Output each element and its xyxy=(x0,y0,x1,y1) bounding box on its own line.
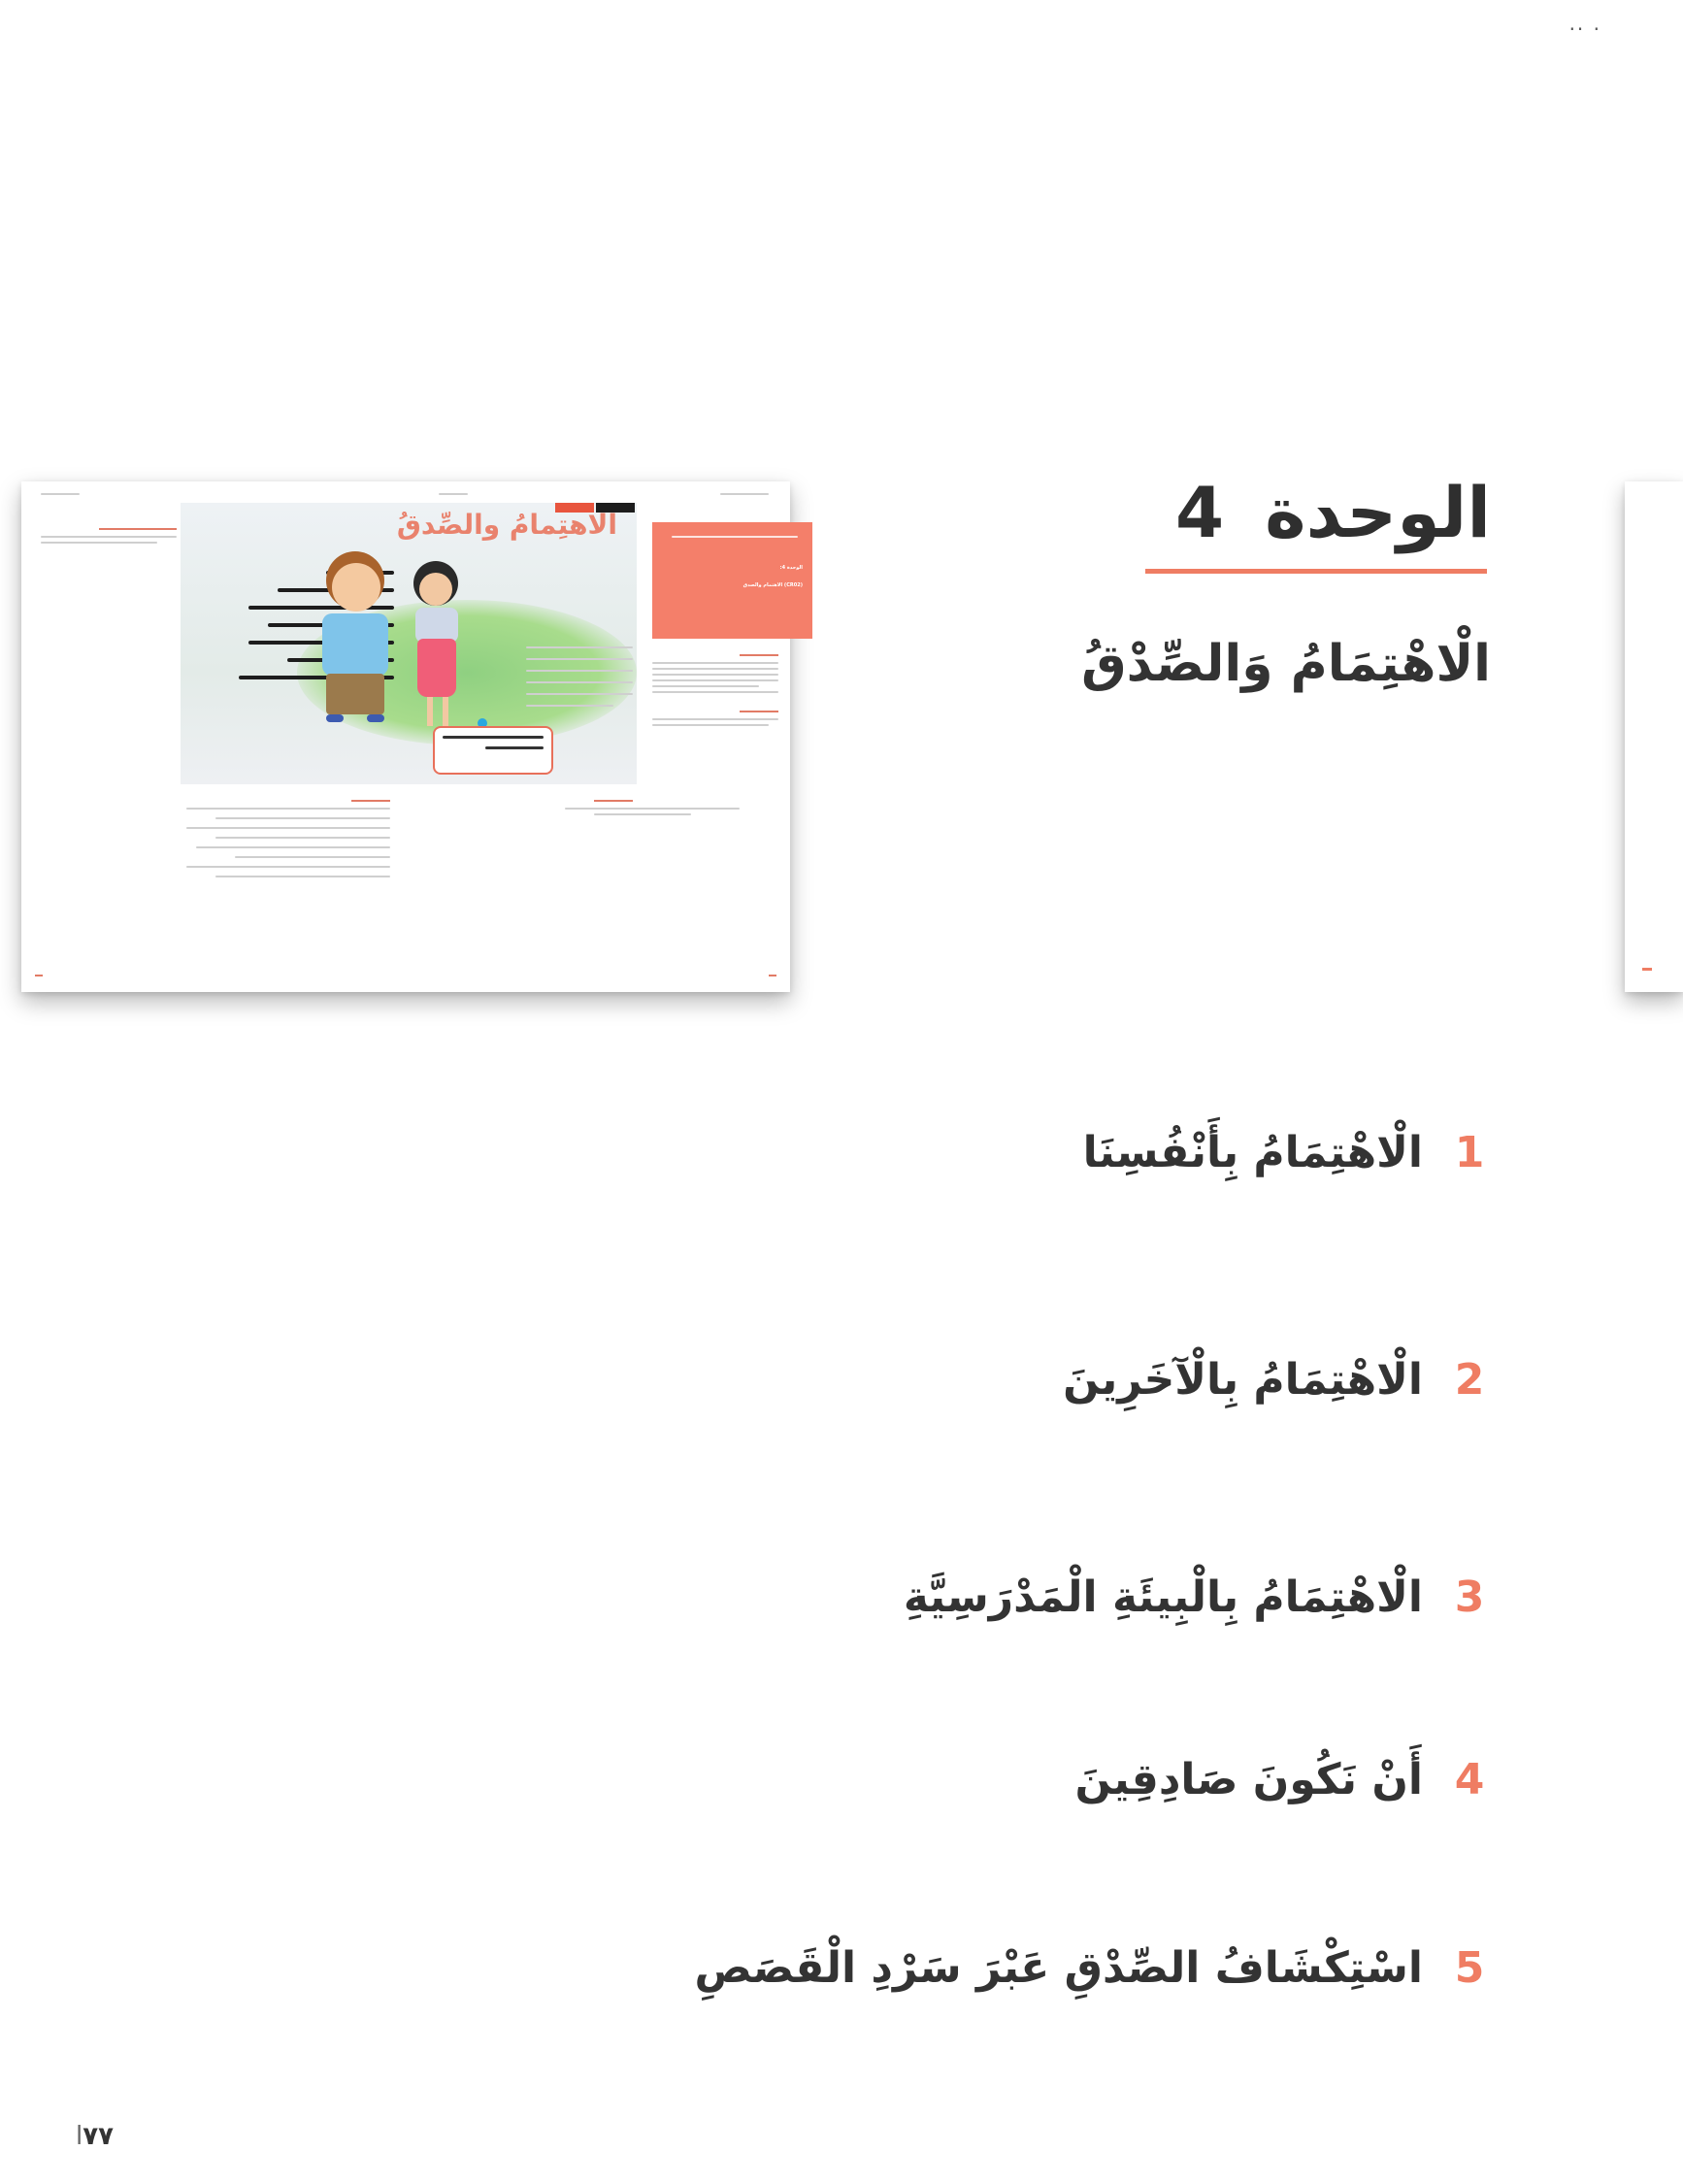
lesson-item[interactable] xyxy=(1063,1347,1487,1411)
unit-heading xyxy=(1136,472,1491,565)
unit-illustration xyxy=(181,503,637,784)
lesson-item[interactable] xyxy=(904,1565,1487,1629)
heading-underline xyxy=(1145,569,1487,574)
lesson-item[interactable] xyxy=(1083,1120,1487,1184)
unit-label: الوحدة xyxy=(1265,472,1491,553)
unit-number: 4 xyxy=(1175,472,1225,553)
speech-bubble xyxy=(433,726,553,775)
lesson-number: 2 xyxy=(1454,1354,1485,1405)
lesson-title: اسْتِكْشَافُ الصِّدْقِ عَبْرَ سَرْدِ الْقَصَصِ xyxy=(694,1942,1423,1993)
illustration-title: الاهتِمامُ والصِّدقُ xyxy=(396,509,617,541)
lesson-item[interactable] xyxy=(1074,1747,1487,1811)
panel-line: الوحدة 4: xyxy=(779,565,803,571)
page-thumbnail[interactable] xyxy=(21,481,803,992)
lesson-title: الْاهْتِمَامُ بِأَنْفُسِنَا xyxy=(1082,1127,1423,1177)
lesson-item[interactable] xyxy=(694,1936,1487,2000)
panel-line: (CR02) الاهتمام والصدق xyxy=(742,582,803,588)
unit-subtitle: الْاهْتِمَامُ وَالصِّدْقُ xyxy=(1081,635,1491,693)
page-number-separator: ا xyxy=(76,2122,83,2151)
lesson-title: أَنْ نَكُونَ صَادِقِينَ xyxy=(1074,1754,1423,1804)
page-number-value: ٧٧ xyxy=(82,2122,114,2151)
unit-info-panel xyxy=(652,522,812,639)
top-page-mark: · ·· xyxy=(1568,17,1601,41)
lesson-number: 4 xyxy=(1454,1754,1485,1804)
lesson-number: 3 xyxy=(1454,1572,1485,1622)
lesson-number: 1 xyxy=(1454,1127,1485,1177)
lesson-title: الْاهْتِمَامُ بِالْبِيئَةِ الْمَدْرَسِيَّةِ xyxy=(903,1572,1423,1622)
page-number xyxy=(62,2122,169,2161)
lesson-title: الْاهْتِمَامُ بِالْآخَرِينَ xyxy=(1063,1354,1423,1405)
next-page-thumbnail[interactable] xyxy=(1625,481,1683,992)
lesson-number: 5 xyxy=(1454,1942,1485,1993)
